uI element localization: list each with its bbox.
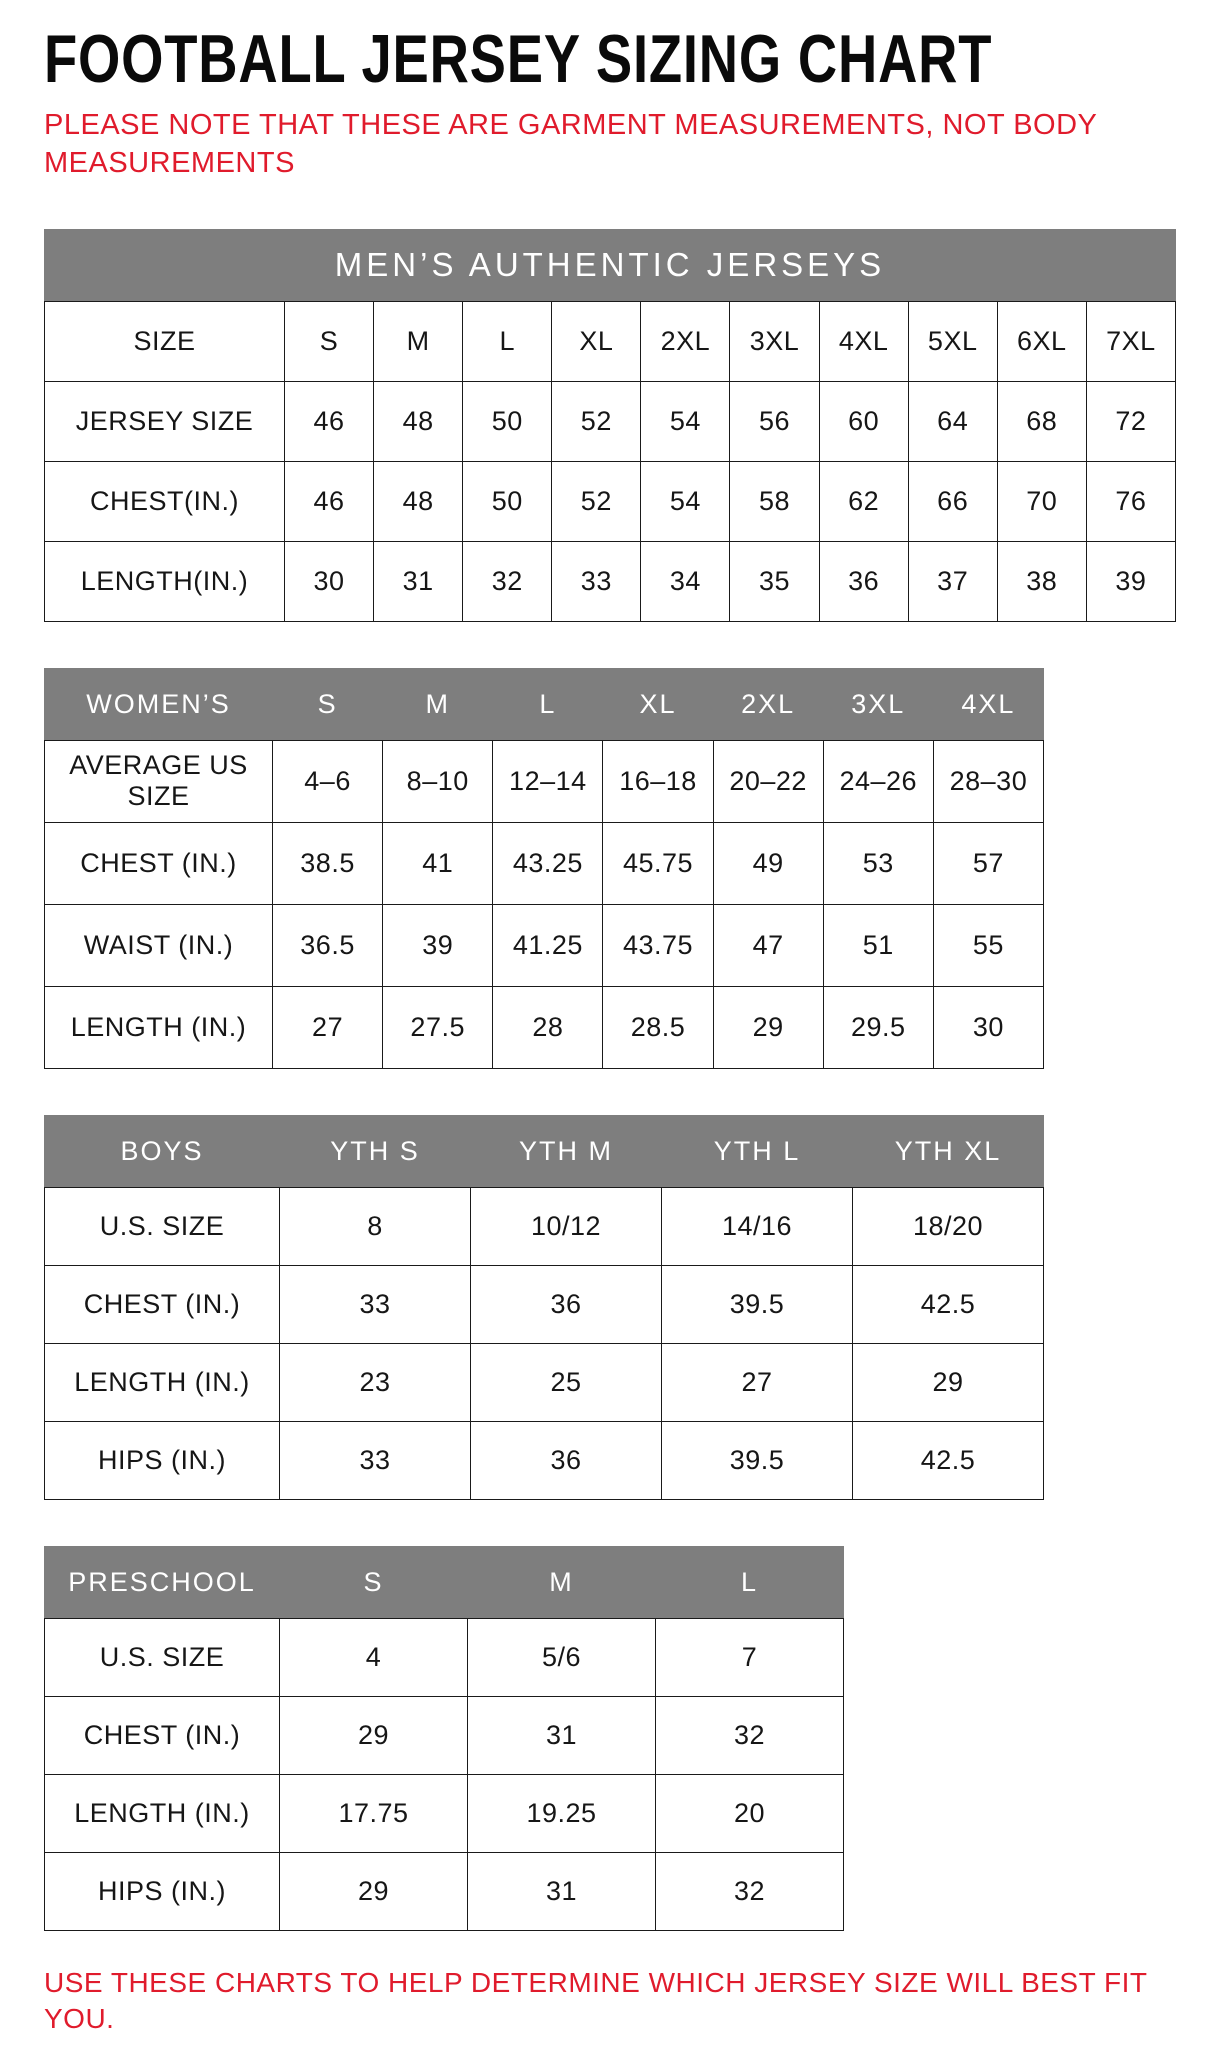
table-header-size: L: [656, 1546, 844, 1618]
value-cell: 52: [552, 381, 641, 461]
value-cell: 70: [997, 461, 1086, 541]
table-row: [45, 904, 1044, 986]
value-cell: 7XL: [1086, 301, 1175, 381]
table-row: [45, 1187, 1044, 1265]
value-cell: 68: [997, 381, 1086, 461]
value-cell: 18/20: [853, 1187, 1044, 1265]
table-row: [45, 1265, 1044, 1343]
value-cell: 4: [280, 1618, 468, 1696]
row-label: U.S. SIZE: [45, 1618, 280, 1696]
value-cell: 47: [713, 904, 823, 986]
table-row: [45, 1618, 844, 1696]
value-cell: 12–14: [493, 740, 603, 822]
value-cell: 27.5: [383, 986, 493, 1068]
row-label: CHEST (IN.): [45, 1265, 280, 1343]
value-cell: 46: [285, 381, 374, 461]
womens-sizing-table: [44, 668, 1044, 1069]
value-cell: 50: [463, 381, 552, 461]
mens-table-title: MEN’S AUTHENTIC JERSEYS: [45, 229, 1176, 301]
value-cell: 29: [280, 1852, 468, 1930]
value-cell: 17.75: [280, 1774, 468, 1852]
table-header-size: YTH XL: [853, 1115, 1044, 1187]
value-cell: 33: [552, 541, 641, 621]
value-cell: 55: [933, 904, 1043, 986]
table-header-size: M: [383, 668, 493, 740]
value-cell: 31: [468, 1696, 656, 1774]
garment-measurements-note: PLEASE NOTE THAT THESE ARE GARMENT MEASUREMENTS, NOT BODY MEASUREMENTS: [44, 109, 1097, 180]
value-cell: M: [374, 301, 463, 381]
page-title-text: FOOTBALL JERSEY SIZING CHART: [44, 21, 993, 97]
value-cell: 36.5: [273, 904, 383, 986]
table-header-size: YTH S: [280, 1115, 471, 1187]
value-cell: 2XL: [641, 301, 730, 381]
value-cell: 42.5: [853, 1421, 1044, 1499]
row-label: JERSEY SIZE: [45, 381, 285, 461]
table-header-size: XL: [603, 668, 713, 740]
preschool-table-header-row: [45, 1546, 844, 1618]
value-cell: 4–6: [273, 740, 383, 822]
table-row: [45, 381, 1176, 461]
value-cell: 53: [823, 822, 933, 904]
value-cell: 45.75: [603, 822, 713, 904]
value-cell: 31: [468, 1852, 656, 1930]
table-header-size: S: [280, 1546, 468, 1618]
boys-table-header-row: [45, 1115, 1044, 1187]
table-row: [45, 986, 1044, 1068]
value-cell: 14/16: [662, 1187, 853, 1265]
boys-sizing-table: [44, 1115, 1044, 1500]
value-cell: 32: [463, 541, 552, 621]
value-cell: 29.5: [823, 986, 933, 1068]
row-label: HIPS (IN.): [45, 1852, 280, 1930]
value-cell: 29: [853, 1343, 1044, 1421]
table-header-size: L: [493, 668, 603, 740]
value-cell: 72: [1086, 381, 1175, 461]
value-cell: 41: [383, 822, 493, 904]
value-cell: 36: [471, 1421, 662, 1499]
table-row: [45, 1696, 844, 1774]
preschool-sizing-table: [44, 1546, 844, 1931]
table-header-label: WOMEN’S: [45, 668, 273, 740]
table-header-label: BOYS: [45, 1115, 280, 1187]
value-cell: 32: [656, 1852, 844, 1930]
table-row: [45, 301, 1176, 381]
value-cell: 27: [662, 1343, 853, 1421]
value-cell: 19.25: [468, 1774, 656, 1852]
value-cell: 58: [730, 461, 819, 541]
value-cell: 64: [908, 381, 997, 461]
table-row: [45, 541, 1176, 621]
value-cell: 28.5: [603, 986, 713, 1068]
value-cell: 39.5: [662, 1421, 853, 1499]
value-cell: 76: [1086, 461, 1175, 541]
value-cell: 54: [641, 381, 730, 461]
value-cell: 8: [280, 1187, 471, 1265]
value-cell: 49: [713, 822, 823, 904]
value-cell: 10/12: [471, 1187, 662, 1265]
table-row: [45, 461, 1176, 541]
table-row: [45, 1774, 844, 1852]
row-label: U.S. SIZE: [45, 1187, 280, 1265]
value-cell: 6XL: [997, 301, 1086, 381]
value-cell: 42.5: [853, 1265, 1044, 1343]
value-cell: 36: [819, 541, 908, 621]
table-header-size: 2XL: [713, 668, 823, 740]
table-row: [45, 740, 1044, 822]
value-cell: 33: [280, 1421, 471, 1499]
value-cell: 50: [463, 461, 552, 541]
row-label: LENGTH(IN.): [45, 541, 285, 621]
value-cell: 27: [273, 986, 383, 1068]
value-cell: 25: [471, 1343, 662, 1421]
value-cell: 32: [656, 1696, 844, 1774]
value-cell: 48: [374, 461, 463, 541]
value-cell: 57: [933, 822, 1043, 904]
value-cell: 43.25: [493, 822, 603, 904]
table-header-size: M: [468, 1546, 656, 1618]
womens-table-header-row: [45, 668, 1044, 740]
row-label: HIPS (IN.): [45, 1421, 280, 1499]
table-header-size: 3XL: [823, 668, 933, 740]
value-cell: 4XL: [819, 301, 908, 381]
value-cell: L: [463, 301, 552, 381]
table-header-size: YTH L: [662, 1115, 853, 1187]
value-cell: 3XL: [730, 301, 819, 381]
value-cell: 5XL: [908, 301, 997, 381]
table-row: [45, 1852, 844, 1930]
page-title: [44, 21, 1184, 97]
value-cell: 46: [285, 461, 374, 541]
value-cell: 5/6: [468, 1618, 656, 1696]
value-cell: 66: [908, 461, 997, 541]
row-label: LENGTH (IN.): [45, 1774, 280, 1852]
value-cell: 29: [280, 1696, 468, 1774]
value-cell: 20–22: [713, 740, 823, 822]
value-cell: 33: [280, 1265, 471, 1343]
value-cell: 60: [819, 381, 908, 461]
value-cell: 56: [730, 381, 819, 461]
table-header-size: YTH M: [471, 1115, 662, 1187]
value-cell: 30: [933, 986, 1043, 1068]
row-label: LENGTH (IN.): [45, 986, 273, 1068]
value-cell: 54: [641, 461, 730, 541]
value-cell: 8–10: [383, 740, 493, 822]
value-cell: 39.5: [662, 1265, 853, 1343]
table-row: [45, 1343, 1044, 1421]
value-cell: S: [285, 301, 374, 381]
value-cell: 16–18: [603, 740, 713, 822]
value-cell: 35: [730, 541, 819, 621]
value-cell: 41.25: [493, 904, 603, 986]
value-cell: 28: [493, 986, 603, 1068]
value-cell: 52: [552, 461, 641, 541]
mens-table-header-row: [45, 229, 1176, 301]
value-cell: XL: [552, 301, 641, 381]
row-label: CHEST (IN.): [45, 822, 273, 904]
table-header-label: PRESCHOOL: [45, 1546, 280, 1618]
value-cell: 28–30: [933, 740, 1043, 822]
table-row: [45, 822, 1044, 904]
value-cell: 62: [819, 461, 908, 541]
value-cell: 37: [908, 541, 997, 621]
value-cell: 43.75: [603, 904, 713, 986]
best-fit-note: USE THESE CHARTS TO HELP DETERMINE WHICH JERSEY SIZE WILL BEST FIT YOU.: [44, 1966, 1147, 2035]
value-cell: 23: [280, 1343, 471, 1421]
table-header-size: 4XL: [933, 668, 1043, 740]
row-label: LENGTH (IN.): [45, 1343, 280, 1421]
value-cell: 34: [641, 541, 730, 621]
value-cell: 24–26: [823, 740, 933, 822]
value-cell: 38.5: [273, 822, 383, 904]
value-cell: 36: [471, 1265, 662, 1343]
value-cell: 39: [383, 904, 493, 986]
table-row: [45, 1421, 1044, 1499]
value-cell: 7: [656, 1618, 844, 1696]
value-cell: 30: [285, 541, 374, 621]
row-label: SIZE: [45, 301, 285, 381]
value-cell: 29: [713, 986, 823, 1068]
value-cell: 39: [1086, 541, 1175, 621]
row-label: WAIST (IN.): [45, 904, 273, 986]
value-cell: 48: [374, 381, 463, 461]
value-cell: 51: [823, 904, 933, 986]
value-cell: 31: [374, 541, 463, 621]
row-label: CHEST (IN.): [45, 1696, 280, 1774]
row-label: AVERAGE US SIZE: [45, 740, 273, 822]
table-header-size: S: [273, 668, 383, 740]
value-cell: 38: [997, 541, 1086, 621]
value-cell: 20: [656, 1774, 844, 1852]
row-label: CHEST(IN.): [45, 461, 285, 541]
mens-authentic-jerseys-table: [44, 229, 1176, 622]
